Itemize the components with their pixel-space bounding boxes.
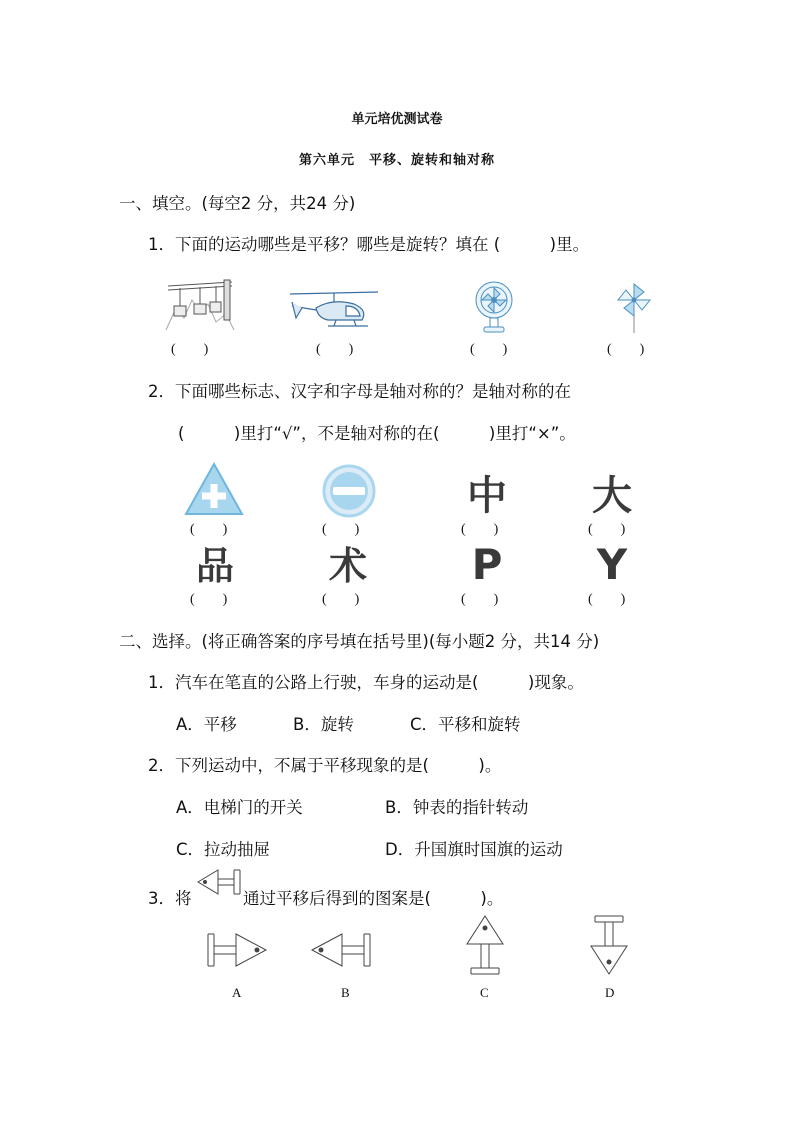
letter-p: P [471,540,503,589]
option-b-fish-left-icon[interactable] [310,930,372,970]
q2-2-option-c[interactable]: C．拉动抽屉 [176,840,271,859]
answer-paren-da[interactable]: ( ) [588,522,626,537]
q2-3-suffix: 通过平移后得到的图案是( )。 [243,889,504,908]
q2-2-option-d[interactable]: D．升国旗时国旗的运动 [385,840,563,859]
char-shu: 术 [328,544,367,588]
answer-paren-cable-car[interactable]: ( ) [171,342,209,357]
option-d-fish-down-icon[interactable] [588,914,630,976]
q2-2-text: 2．下列运动中，不属于平移现象的是( )。 [148,756,502,775]
q2-2-option-a[interactable]: A．电梯门的开关 [176,798,303,817]
q2-3-prefix: 3．将 [148,889,192,908]
q2-3-label-d: D [605,985,615,1000]
cable-car-icon [166,278,234,334]
answer-paren-y[interactable]: ( ) [588,592,626,607]
pinwheel-icon [612,280,656,334]
option-a-fish-right-icon[interactable] [206,930,268,970]
q2-3-label-c: C [480,985,489,1000]
answer-paren-pin[interactable]: ( ) [190,592,228,607]
section1-heading: 一、填空。(每空2 分，共24 分) [119,194,356,213]
electric-fan-icon [471,280,517,334]
q1-2-text-line1: 2．下面哪些标志、汉字和字母是轴对称的？是轴对称的在 [148,382,571,401]
unit-subtitle: 第六单元 平移、旋转和轴对称 [298,153,495,168]
answer-paren-pinwheel[interactable]: ( ) [607,342,645,357]
q2-3-label-a: A [232,985,242,1000]
q2-2-option-b[interactable]: B．钟表的指针转动 [385,798,529,817]
q2-1-text: 1．汽车在笔直的公路上行驶，车身的运动是( )现象。 [148,673,584,692]
answer-paren-fan[interactable]: ( ) [470,342,508,357]
triangle-plus-sign-icon [184,462,244,516]
q1-2-text-line2: ( )里打“√”，不是轴对称的在( )里打“×”。 [178,424,576,443]
option-c-fish-up-icon[interactable] [464,914,506,976]
q2-1-option-c[interactable]: C．平移和旋转 [410,715,521,734]
answer-paren-helicopter[interactable]: ( ) [316,342,354,357]
q2-3-label-b: B [341,985,350,1000]
q1-1-text: 1．下面的运动哪些是平移？哪些是旋转？填在 ( )里。 [148,235,590,254]
fish-figure-original-icon [196,868,242,896]
page-title: 单元培优测试卷 [351,112,443,127]
answer-paren-zhong[interactable]: ( ) [461,522,499,537]
section2-heading: 二、选择。(将正确答案的序号填在括号里)(每小题2 分，共14 分) [119,632,600,651]
answer-paren-shu[interactable]: ( ) [322,592,360,607]
char-da: 大 [592,473,632,519]
letter-y: Y [596,540,628,589]
answer-paren-circle[interactable]: ( ) [322,522,360,537]
char-zhong: 中 [467,473,507,519]
q2-1-option-a[interactable]: A．平移 [176,715,237,734]
no-entry-circle-sign-icon [322,464,376,518]
helicopter-icon [288,288,380,334]
char-pin: 品 [195,544,234,588]
q2-1-option-b[interactable]: B．旋转 [293,715,354,734]
answer-paren-p[interactable]: ( ) [461,592,499,607]
answer-paren-triangle[interactable]: ( ) [190,522,228,537]
